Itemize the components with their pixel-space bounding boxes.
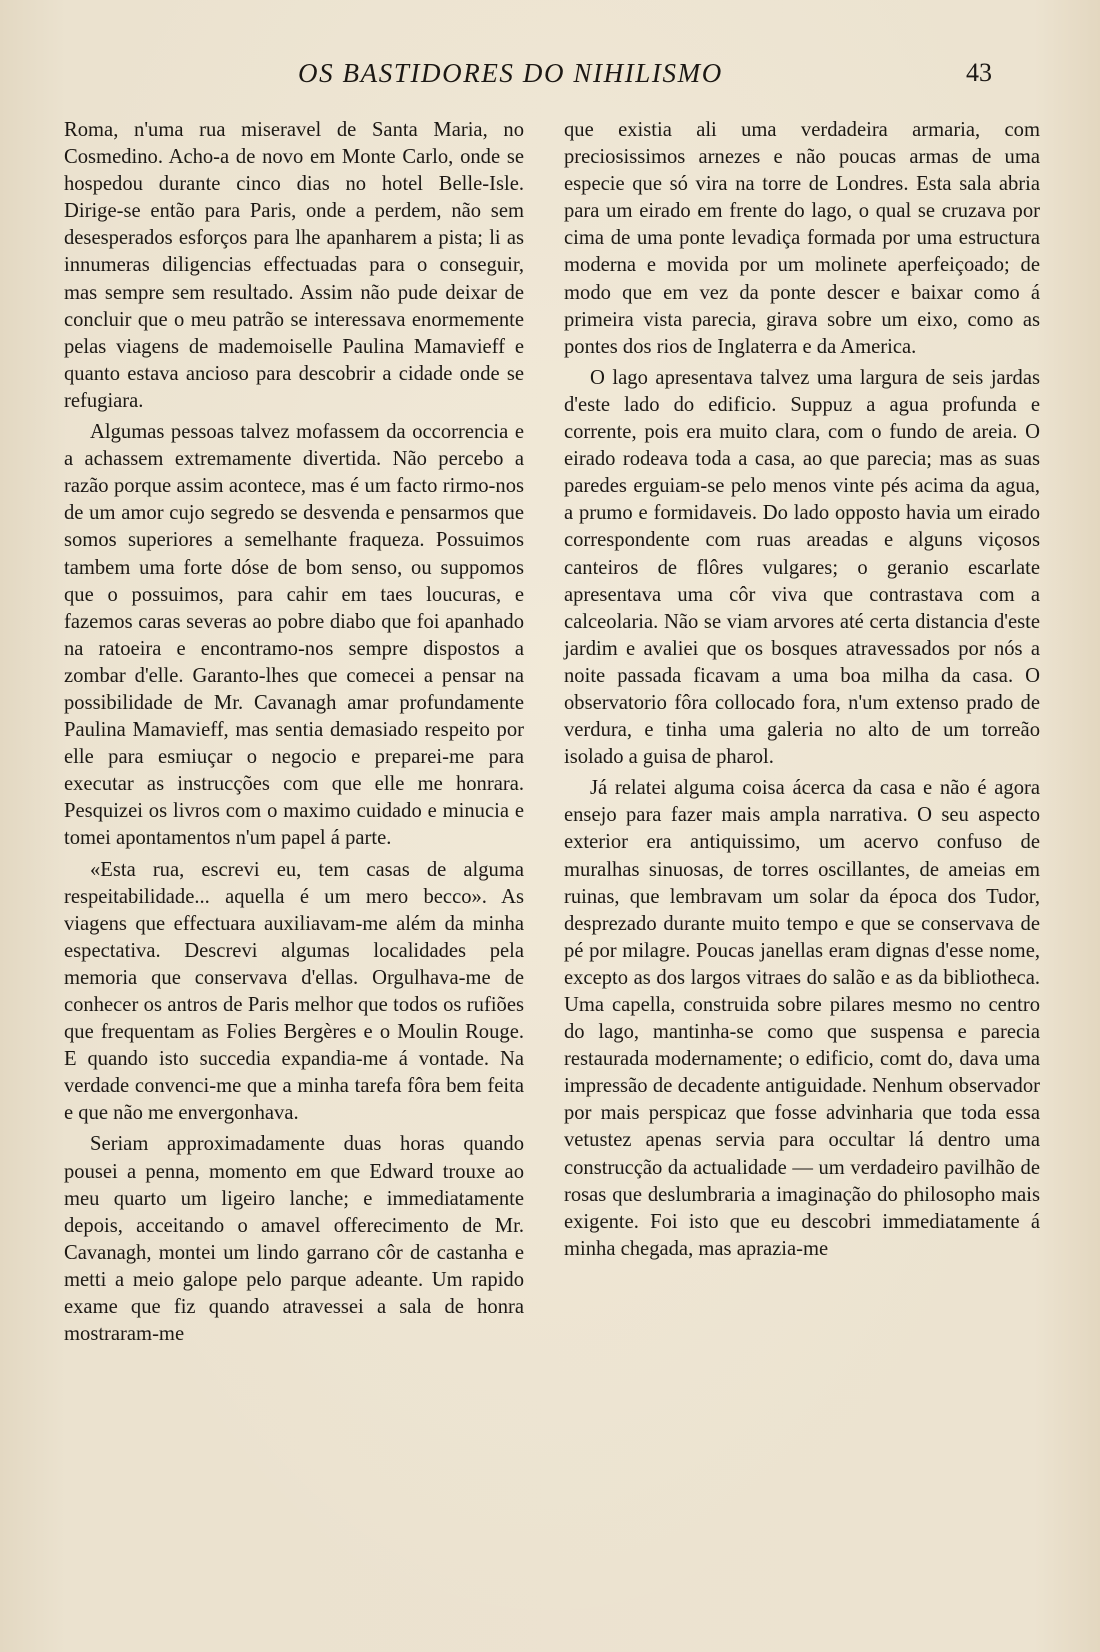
running-title: OS BASTIDORES DO NIHILISMO <box>298 58 723 88</box>
left-column <box>64 117 524 1352</box>
paragraph: Já relatei alguma coisa ácerca da casa e não é agora ensejo para fazer mais ampla narrativa. O seu aspecto exterior era antiquissimo, um acervo confuso de muralhas sinuosas, de torres oscillantes, de ameias em ruinas, que lembravam um solar da época dos Tudor, desprezado durante muito tempo e que se conservava de pé por milagre. Poucas janellas eram dignas d'esse nome, excepto as dos largos vitraes do salão e as da bibliotheca. Uma capella, construida sobre pilares mesmo no centro do lago, mantinha-se como que suspensa e parecia restaurada modernamente; o edificio, comt do, dava uma impressão de decadente antiguidade. Nenhum observador por mais perspicaz que fosse advinharia que toda essa vetustez apenas servia para occultar lá dentro uma construcção da actualidade — um verdadeiro pavilhão de rosas que deslumbraria a imaginação do philosopho mais exigente. Foi isto que eu descobri immediatamente á minha chegada, mas aprazia-me <box>564 777 1040 1260</box>
right-column <box>564 117 1040 1267</box>
page-number: 43 <box>966 58 992 87</box>
paragraph: «Esta rua, escrevi eu, tem casas de alguma respeitabilidade... aquella é um mero becco». As viagens que effectuara auxiliavam-me além da minha espectativa. Descrevi algumas localidades pela memoria que conservava d'ellas. Orgulhava-me de conhecer os antros de Paris melhor que todos os rufiões que frequentam as Folies Bergères e o Moulin Rouge. E quando isto succedia expandia-me á vontade. Na verdade convenci-me que a minha tarefa fôra bem feita e que não me envergonhava. <box>64 858 524 1125</box>
running-head <box>0 58 1100 98</box>
paragraph: Algumas pessoas talvez mofassem da occorrencia e a achassem extremamente divertida. Não percebo a razão porque assim acontece, mas é um facto rirmo-nos de um amor cujo segredo se desvenda e pensarmos que somos superiores a semelhante fraqueza. Possuimos tambem uma forte dóse de bom senso, ou suppomos que o possuimos, para cahir em taes loucuras, e fazemos caras severas ao pobre diabo que foi apanhado na ratoeira e encontramo-nos sempre dispostos a zombar d'elle. Garanto-lhes que comecei a pensar na possibilidade de Mr. Cavanagh amar profundamente Paulina Mamavieff, mas sentia demasiado respeito por elle para esmiuçar o negocio e preparei-me para executar as instrucções com que elle me honrara. Pesquizei os livros com o maximo cuidado e minucia e tomei apontamentos n'um papel á parte. <box>64 421 524 850</box>
paragraph: Seriam approximadamente duas horas quando pousei a penna, momento em que Edward trouxe ao meu quarto um ligeiro lanche; e immediatamente depois, acceitando o amavel offerecimento de Mr. Cavanagh, montei um lindo garrano côr de castanha e metti a meio galope pelo parque adeante. Um rapido exame que fiz quando atravessei a sala de honra mostraram-me <box>64 1133 524 1346</box>
paragraph: Roma, n'uma rua miseravel de Santa Maria, no Cosmedino. Acho-a de novo em Monte Carlo, onde se hospedou durante cinco dias no hotel Belle-Isle. Dirige-se então para Paris, onde a perdem, não sem desesperados esforços para lhe apanharem a pista; li as innumeras diligencias effectuadas para o conseguir, mas sempre sem resultado. Assim não pude deixar de concluir que o meu patrão se interessava enormemente pelas viagens de mademoiselle Paulina Mamavieff e quanto estava ancioso para descobrir a cidade onde se refugiara. <box>64 119 524 412</box>
paragraph: que existia ali uma verdadeira armaria, com preciosissimos arnezes e não poucas armas de uma especie que só vira na torre de Londres. Esta sala abria para um eirado em frente do lago, o qual se cruzava por cima de uma ponte levadiça formada por uma estructura moderna e movida por um molinete aperfeiçoado; de modo que em vez da ponte descer e baixar como á primeira vista parecia, girava sobre um eixo, como as pontes dos rios de Inglaterra e da America. <box>564 119 1040 358</box>
paragraph: O lago apresentava talvez uma largura de seis jardas d'este lado do edificio. Suppuz a agua profunda e corrente, pois era muito clara, com o fundo de areia. O eirado rodeava toda a casa, ao que parecia; mas as suas paredes erguiam-se pelo menos vinte pés acima da agua, a prumo e formidaveis. Do lado opposto havia um eirado correspondente com ruas areadas e alguns viçosos canteiros de flôres vulgares; o geranio escarlate apresentava uma côr viva que contrastava com a calceolaria. Não se viam arvores até certa distancia d'este jardim e avaliei que os bosques atravessados por nós a noite passada ficavam a uma boa milha da casa. O observatorio fôra collocado fora, n'um extenso prado de verdura, e tinha uma galeria no alto de um torreão isolado a guisa de pharol. <box>564 366 1040 769</box>
